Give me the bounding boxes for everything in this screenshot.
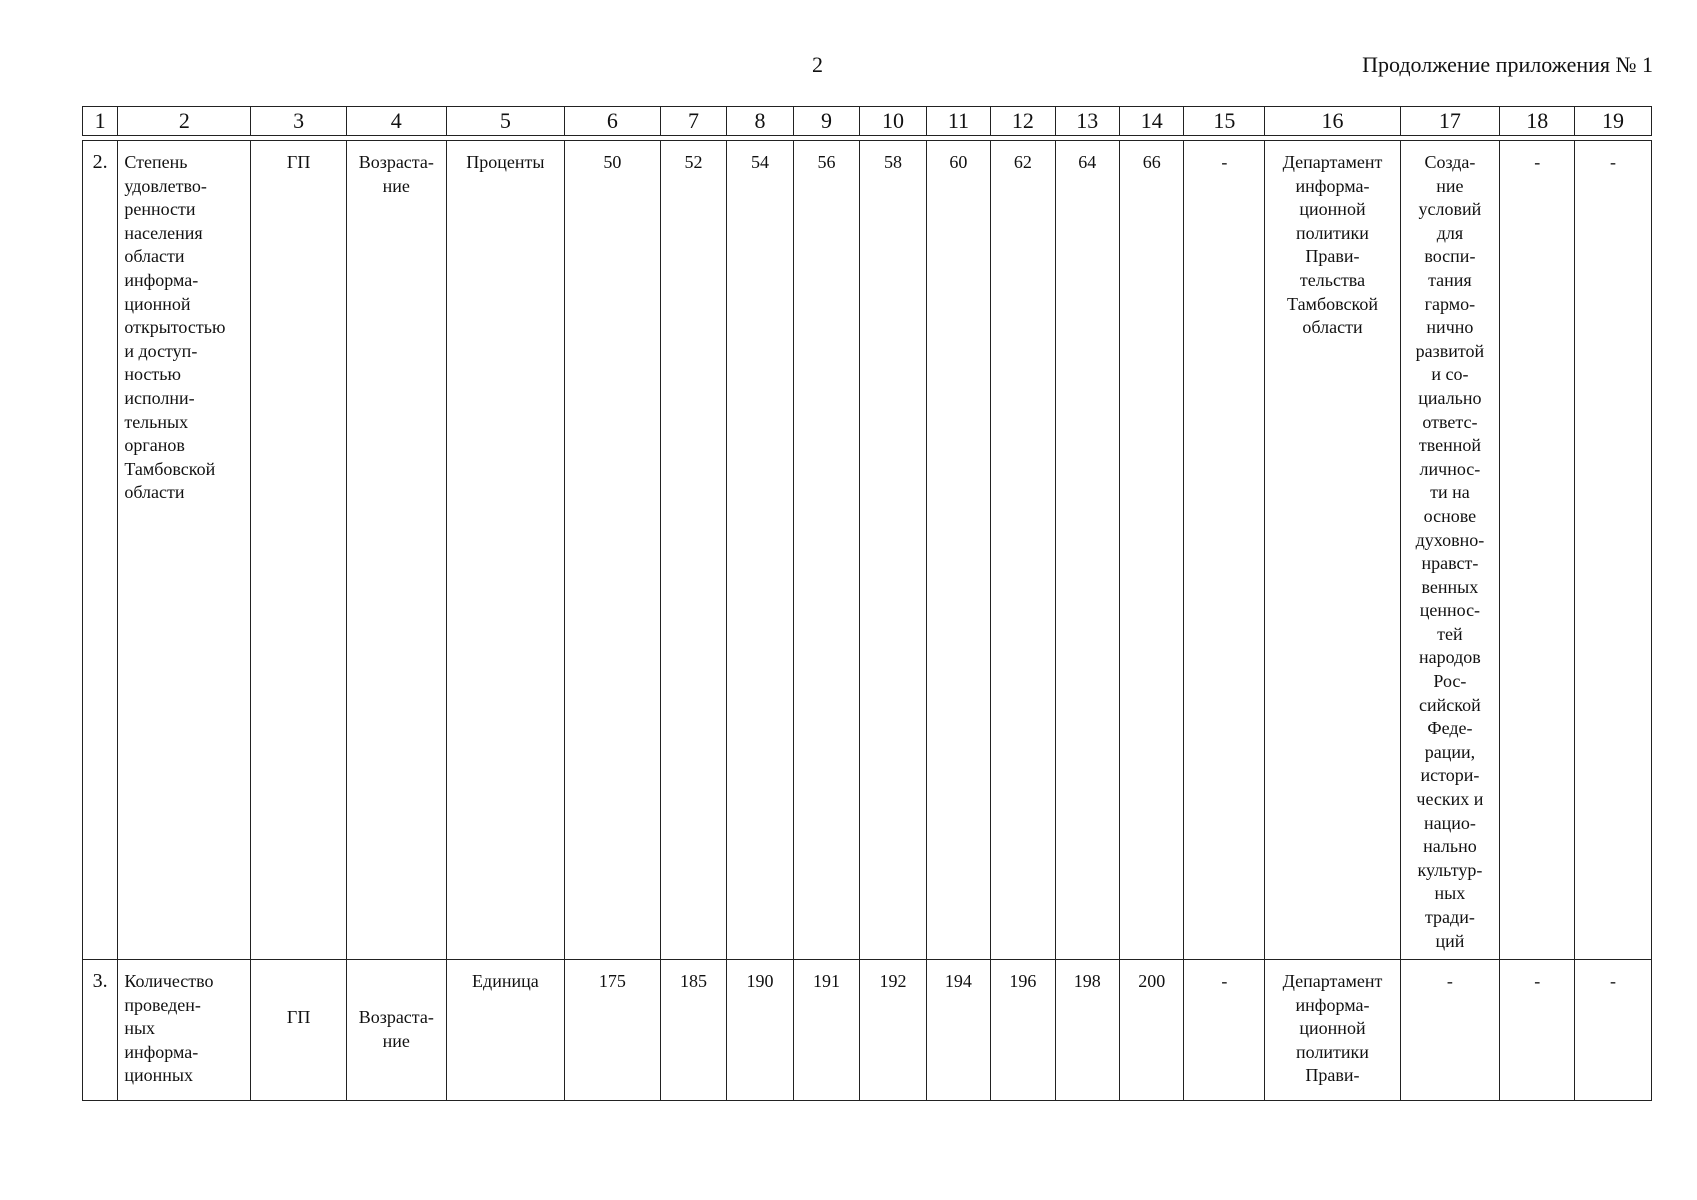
text-line: области: [124, 246, 185, 267]
col-header: 8: [727, 107, 794, 136]
value-cell: 200: [1119, 960, 1183, 1101]
col-header: 16: [1265, 107, 1400, 136]
text-line: информа-: [124, 269, 199, 290]
text-line: рации,: [1424, 741, 1476, 762]
text-line: -: [1446, 971, 1453, 991]
responsible-body: [1265, 141, 1400, 960]
text-line: истори-: [1420, 765, 1480, 786]
text-line: Степень: [124, 152, 188, 172]
text-line: ционных: [124, 1065, 193, 1086]
indicator-unit: Проценты: [446, 141, 564, 960]
text-line: развитой: [1415, 340, 1485, 361]
value-cell: 194: [926, 960, 990, 1101]
col-header: 12: [991, 107, 1055, 136]
col-header: 4: [346, 107, 446, 136]
text-line: и доступ-: [124, 340, 198, 361]
indicator-direction: [346, 960, 446, 1101]
text-line: тради-: [1424, 907, 1475, 927]
text-line: культур-: [1417, 859, 1483, 880]
text-line: исполни-: [124, 387, 195, 408]
indicator-direction: [346, 141, 446, 960]
text-line: циально: [1418, 387, 1482, 408]
text-line: тей: [1437, 623, 1463, 644]
text-line: ти на: [1430, 482, 1470, 503]
col-header: 3: [251, 107, 347, 136]
text-line: нально: [1423, 836, 1477, 857]
text-line: ческих и: [1416, 789, 1484, 810]
text-line: нацио-: [1423, 812, 1476, 833]
text-line: Возраста-: [358, 152, 434, 172]
program-goal: [1400, 141, 1500, 960]
text-line: политики: [1296, 222, 1369, 243]
value-cell: -: [1500, 141, 1575, 960]
text-line: духовно-: [1415, 529, 1485, 550]
value-cell: 54: [727, 141, 794, 960]
text-line: народов: [1419, 647, 1481, 668]
text-line: нравст-: [1421, 553, 1479, 574]
col-header: 17: [1400, 107, 1500, 136]
value-cell: -: [1184, 141, 1265, 960]
col-header: 18: [1500, 107, 1575, 136]
value-cell: 52: [660, 141, 727, 960]
col-header: 6: [565, 107, 661, 136]
text-line: тельных: [124, 411, 189, 432]
value-cell: 62: [991, 141, 1055, 960]
indicator-unit: Единица: [446, 960, 564, 1101]
text-line: населения: [124, 222, 203, 243]
col-header: 14: [1119, 107, 1183, 136]
text-line: тельства: [1299, 269, 1366, 290]
text-line: Департамент: [1282, 152, 1383, 172]
text-line: Возраста-: [358, 1007, 434, 1027]
text-line: ционной: [1299, 1018, 1366, 1039]
text-line: условий: [1418, 199, 1482, 220]
value-cell: 190: [727, 960, 794, 1101]
value-cell: 56: [793, 141, 860, 960]
text-line: ционной: [1299, 199, 1366, 220]
text-line: гармо-: [1424, 293, 1476, 314]
col-header: 11: [926, 107, 990, 136]
text-line: венных: [1421, 576, 1479, 597]
text-line: ционной: [124, 293, 191, 314]
appendix-label: Продолжение приложения № 1: [1362, 52, 1653, 77]
value-cell: 58: [860, 141, 927, 960]
program-goal: [1400, 960, 1500, 1101]
text-line: Департамент: [1282, 971, 1383, 991]
text-line: тания: [1428, 269, 1472, 290]
indicator-name: [118, 141, 251, 960]
indicator-type: ГП: [251, 141, 347, 960]
row-number: 3.: [83, 960, 118, 1101]
text-line: ние: [382, 1030, 410, 1051]
text-line: проведен-: [124, 994, 201, 1015]
column-number-row: [83, 107, 1652, 136]
responsible-body: [1265, 960, 1400, 1101]
text-line: сийской: [1419, 694, 1481, 715]
indicator-type-text: ГП: [286, 1007, 311, 1027]
text-line: и со-: [1431, 364, 1469, 385]
text-line: Рос-: [1433, 671, 1467, 692]
text-line: ренности: [124, 199, 196, 220]
text-line: удовлетво-: [124, 175, 207, 196]
text-line: Феде-: [1427, 718, 1473, 739]
value-cell: 191: [793, 960, 860, 1101]
table-row: [83, 960, 1652, 1101]
text-line: ние: [1436, 175, 1464, 196]
text-line: ций: [1435, 930, 1465, 951]
col-header: 7: [660, 107, 727, 136]
value-cell: 198: [1055, 960, 1119, 1101]
value-cell: -: [1575, 960, 1652, 1101]
text-line: основе: [1423, 505, 1477, 526]
col-header: 13: [1055, 107, 1119, 136]
value-cell: 185: [660, 960, 727, 1101]
text-line: ных: [1434, 883, 1466, 904]
text-line: ние: [382, 175, 410, 196]
text-line: Созда-: [1424, 152, 1476, 172]
text-line: информа-: [1295, 175, 1370, 196]
text-line: ценнос-: [1419, 600, 1481, 621]
text-line: ответс-: [1422, 411, 1478, 432]
value-cell: 192: [860, 960, 927, 1101]
text-line: Тамбовской: [1287, 293, 1378, 314]
text-line: личнос-: [1419, 458, 1481, 479]
value-cell: 196: [991, 960, 1055, 1101]
value-cell: -: [1575, 141, 1652, 960]
value-cell: -: [1500, 960, 1575, 1101]
col-header: 2: [118, 107, 251, 136]
value-cell: -: [1184, 960, 1265, 1101]
value-cell: 175: [565, 960, 661, 1101]
col-header: 19: [1575, 107, 1652, 136]
col-header: 10: [860, 107, 927, 136]
value-cell: 66: [1119, 141, 1183, 960]
indicator-name: [118, 960, 251, 1101]
text-line: нично: [1426, 317, 1474, 338]
text-line: информа-: [124, 1041, 199, 1062]
value-cell: 64: [1055, 141, 1119, 960]
col-header: 1: [83, 107, 118, 136]
text-line: информа-: [1295, 994, 1370, 1015]
indicator-direction-text: [359, 1006, 434, 1053]
text-line: Тамбовской: [124, 458, 216, 479]
value-cell: 50: [565, 141, 661, 960]
text-line: Прави-: [1305, 246, 1360, 267]
indicators-table: [82, 106, 1652, 1101]
col-header: 5: [446, 107, 564, 136]
text-line: Количество: [124, 971, 214, 991]
col-header: 15: [1184, 107, 1265, 136]
text-line: твенной: [1418, 435, 1481, 456]
text-line: области: [124, 482, 185, 503]
col-header: 9: [793, 107, 860, 136]
page-number: 2: [812, 52, 823, 77]
text-line: воспи-: [1424, 246, 1476, 267]
indicator-type: [251, 960, 347, 1101]
value-cell: 60: [926, 141, 990, 960]
text-line: области: [1302, 317, 1363, 338]
text-line: открытостью: [124, 317, 226, 338]
text-line: для: [1436, 222, 1464, 243]
text-line: ностью: [124, 364, 181, 385]
row-number: 2.: [83, 141, 118, 960]
text-line: Прави-: [1305, 1065, 1360, 1086]
text-line: политики: [1296, 1041, 1369, 1062]
text-line: органов: [124, 435, 185, 456]
table-row: [83, 141, 1652, 960]
text-line: ных: [124, 1018, 156, 1039]
